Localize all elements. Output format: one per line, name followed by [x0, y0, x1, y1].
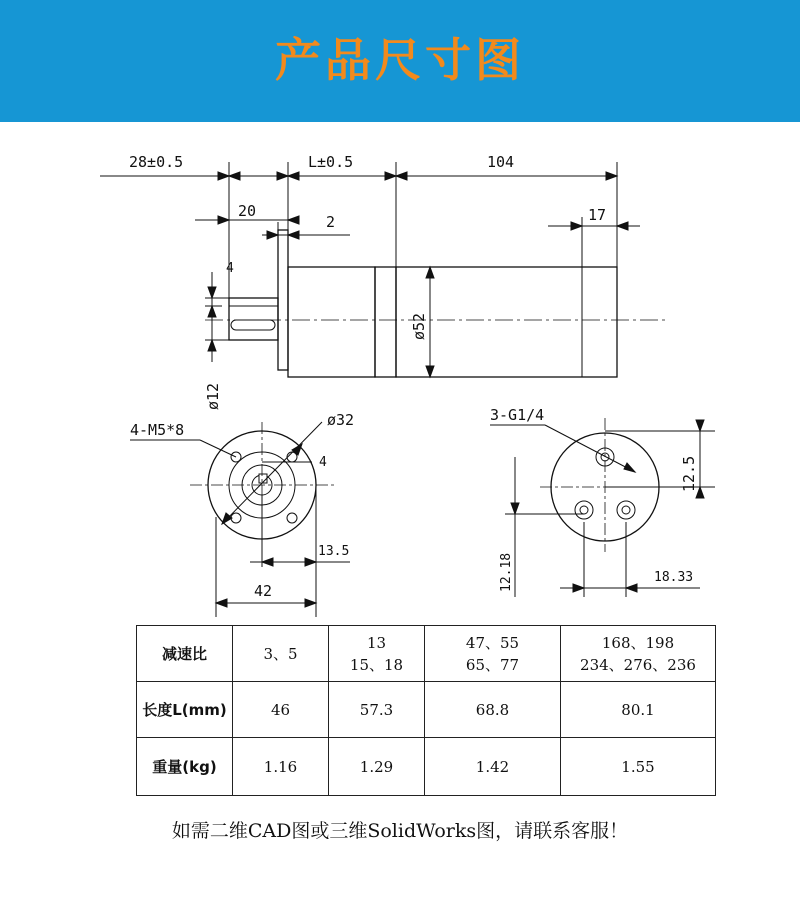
dim-body-dia-label: ø52	[410, 312, 428, 340]
dim-offset-label: 12.18	[499, 552, 514, 592]
table-row-length	[137, 682, 716, 738]
weight-cell: 1.16	[233, 738, 329, 796]
weight-cell: 1.29	[329, 738, 425, 796]
length-cell: 80.1	[561, 682, 716, 738]
ratio-cell: 168、198 234、276、236	[561, 626, 716, 682]
side-view	[100, 162, 665, 377]
dim-front-label: 28±0.5	[129, 153, 184, 171]
dim-flat-label: 4	[226, 261, 234, 276]
weight-cell: 1.55	[561, 738, 716, 796]
dim-motor-label: 104	[487, 153, 515, 171]
row-header-length: 长度L(mm)	[137, 682, 233, 738]
dim-rear-label: 17	[588, 206, 607, 224]
header-banner	[0, 0, 800, 122]
dim-gearbox-label: L±0.5	[308, 153, 354, 171]
dim-bolt-circle-label: ø32	[327, 411, 355, 429]
front-view	[130, 422, 350, 617]
dim-holes-label: 4-M5*8	[130, 421, 185, 439]
footer-note: 如需二维CAD图或三维SolidWorks图，请联系客服！	[171, 820, 629, 842]
dim-flange-label: 2	[326, 213, 336, 231]
dim-ports-label: 3-G1/4	[490, 406, 545, 424]
page-title: 产品尺寸图	[275, 33, 525, 87]
weight-cell: 1.42	[425, 738, 561, 796]
length-cell: 68.8	[425, 682, 561, 738]
dimension-drawing	[0, 122, 800, 622]
dim-shaft-dia-label: ø12	[204, 382, 222, 410]
table-row-ratio	[137, 626, 716, 682]
row-header-weight: 重量(kg)	[137, 738, 233, 796]
ratio-cell: 3、5	[233, 626, 329, 682]
row-header-ratio: 减速比	[137, 626, 233, 682]
length-cell: 57.3	[329, 682, 425, 738]
dim-horizontal-label: 18.33	[654, 570, 694, 585]
ratio-cell: 13 15、18	[329, 626, 425, 682]
dim-shaft-label: 20	[238, 202, 257, 220]
dim-width-label: 42	[254, 582, 273, 600]
spec-table	[136, 625, 716, 796]
length-cell: 46	[233, 682, 329, 738]
dim-shaft-offset-label: 13.5	[318, 544, 350, 559]
dim-vertical-label: 12.5	[680, 455, 698, 492]
ratio-cell: 47、55 65、77	[425, 626, 561, 682]
dim-key-label: 4	[319, 455, 327, 470]
table-row-weight	[137, 738, 716, 796]
